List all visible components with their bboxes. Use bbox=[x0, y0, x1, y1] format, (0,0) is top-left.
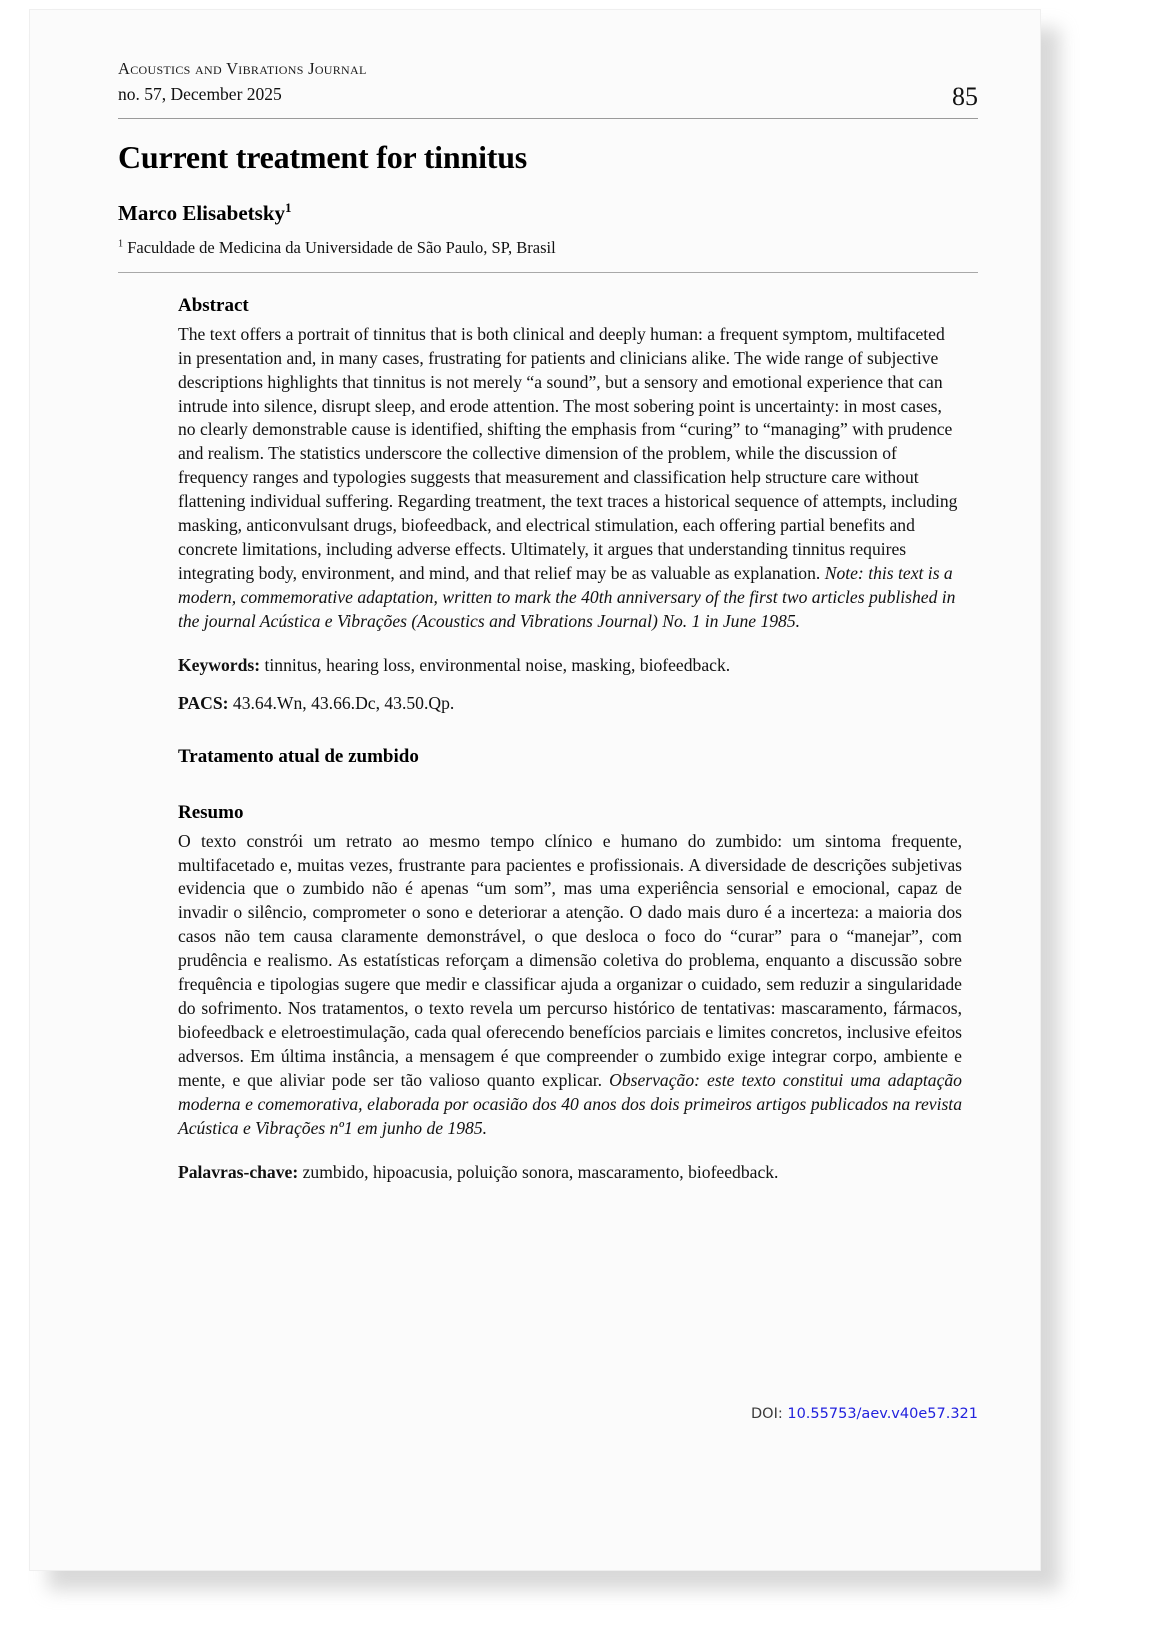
keywords-value: tinnitus, hearing loss, environmental noise, masking, biofeedback. bbox=[260, 654, 731, 675]
abstract-heading: Abstract bbox=[178, 294, 249, 316]
palavras-chave-label: Palavras-chave: bbox=[178, 1161, 299, 1182]
doi-label: DOI: bbox=[751, 1406, 783, 1422]
running-head-left bbox=[118, 58, 367, 106]
paper-sheet bbox=[30, 10, 1040, 1570]
doi-value[interactable]: 10.55753/aev.v40e57.321 bbox=[787, 1406, 978, 1422]
palavras-chave-line bbox=[178, 1161, 962, 1185]
article-body bbox=[118, 295, 978, 1185]
resumo-note: Observação: este texto constitui uma adaptação moderna e comemorativa, elaborada por ocasião dos 40 anos dos dois primeiros artigos publicados na revista Acústica e Vibrações nº1 em junho de 1985. bbox=[178, 1069, 962, 1138]
abstract-paragraph bbox=[178, 323, 962, 634]
journal-name: Acoustics and Vibrations Journal bbox=[118, 59, 367, 78]
abstract-text: The text offers a portrait of tinnitus that is both clinical and deeply human: a frequent symptom, multifaceted in presentation and, in many cases, frustrating for patients and clinicians alike. The wide range of subjective descriptions highlights that tinnitus is not merely “a sound”, but a sensory and emotional experience that can intrude into silence, disrupt sleep, and erode attention. The most sobering point is uncertainty: in most cases, no clearly demonstrable cause is identified, shifting the emphasis from “curing” to “managing” with prudence and realism. The statistics underscore the collective dimension of the problem, while the discussion of frequency ranges and typologies suggests that measurement and classification help structure care without flattening individual suffering. Regarding treatment, the text traces a historical sequence of attempts, including masking, anticonvulsant drugs, biofeedback, and electrical stimulation, each offering partial benefits and concrete limitations, including adverse effects. Ultimately, it argues that understanding tinnitus requires integrating body, environment, and mind, and that relief may be as valuable as explanation. bbox=[178, 323, 958, 584]
doi-line bbox=[751, 1406, 978, 1422]
running-head bbox=[118, 58, 978, 114]
issue-line: no. 57, December 2025 bbox=[118, 83, 282, 104]
resumo-paragraph bbox=[178, 830, 962, 1141]
pacs-value: 43.64.Wn, 43.66.Dc, 43.50.Qp. bbox=[228, 692, 455, 713]
keywords-line bbox=[178, 654, 962, 678]
author-label: Marco Elisabetsky bbox=[118, 200, 286, 225]
affiliation-marker: 1 bbox=[118, 238, 124, 250]
page-title: Current treatment for tinnitus bbox=[118, 139, 528, 175]
portuguese-title: Tratamento atual de zumbido bbox=[178, 745, 419, 767]
page-number: 85 bbox=[952, 82, 978, 111]
section-divider bbox=[178, 716, 962, 746]
affiliation-rule bbox=[118, 272, 978, 273]
header-rule bbox=[118, 118, 978, 119]
resumo-text: O texto constrói um retrato ao mesmo tempo clínico e humano do zumbido: um sintoma frequente, multifacetado e, muitas vezes, frustrante para pacientes e profissionais. A diversidade de descrições subjetivas evidencia que o zumbido não é apenas “um som”, mas uma experiência sensorial e emocional, capaz de invadir o silêncio, comprometer o sono e deteriorar a atenção. O dado mais duro é a incerteza: a maioria dos casos não tem causa claramente demonstrável, o que desloca o foco do “curar” para o “manejar”, com prudência e realismo. As estatísticas reforçam a dimensão coletiva do problema, enquanto a discussão sobre frequência e tipologias sugere que medir e classificar ajuda a organizar o cuidado, sem reduzir a singularidade do sofrimento. Nos tratamentos, o texto revela um percurso histórico de tentativas: mascaramento, fármacos, biofeedback e eletroestimulação, cada qual oferecendo benefícios parciais e limites concretos, inclusive efeitos adversos. Em última instância, a mensagem é que compreender o zumbido exige integrar corpo, ambiente e mente, e que aliviar pode ser tão valioso quanto explicar. bbox=[178, 830, 962, 1090]
abstract-note: Note: this text is a modern, commemorative adaptation, written to mark the 40th anniversary of the first two articles published in the journal Acústica e Vibrações (Acoustics and Vibrations Journal) No. 1 in June 1985. bbox=[178, 563, 956, 631]
pacs-label: PACS: bbox=[178, 692, 229, 713]
resumo-heading: Resumo bbox=[178, 801, 244, 823]
keywords-label: Keywords: bbox=[178, 654, 261, 675]
author-affiliation-marker: 1 bbox=[285, 199, 292, 215]
pacs-line bbox=[178, 692, 962, 716]
affiliation bbox=[118, 238, 978, 258]
affiliation-text: Faculdade de Medicina da Universidade de São Paulo, SP, Brasil bbox=[127, 237, 556, 257]
author-name bbox=[118, 200, 978, 226]
palavras-chave-value: zumbido, hipoacusia, poluição sonora, mascaramento, biofeedback. bbox=[298, 1161, 779, 1182]
